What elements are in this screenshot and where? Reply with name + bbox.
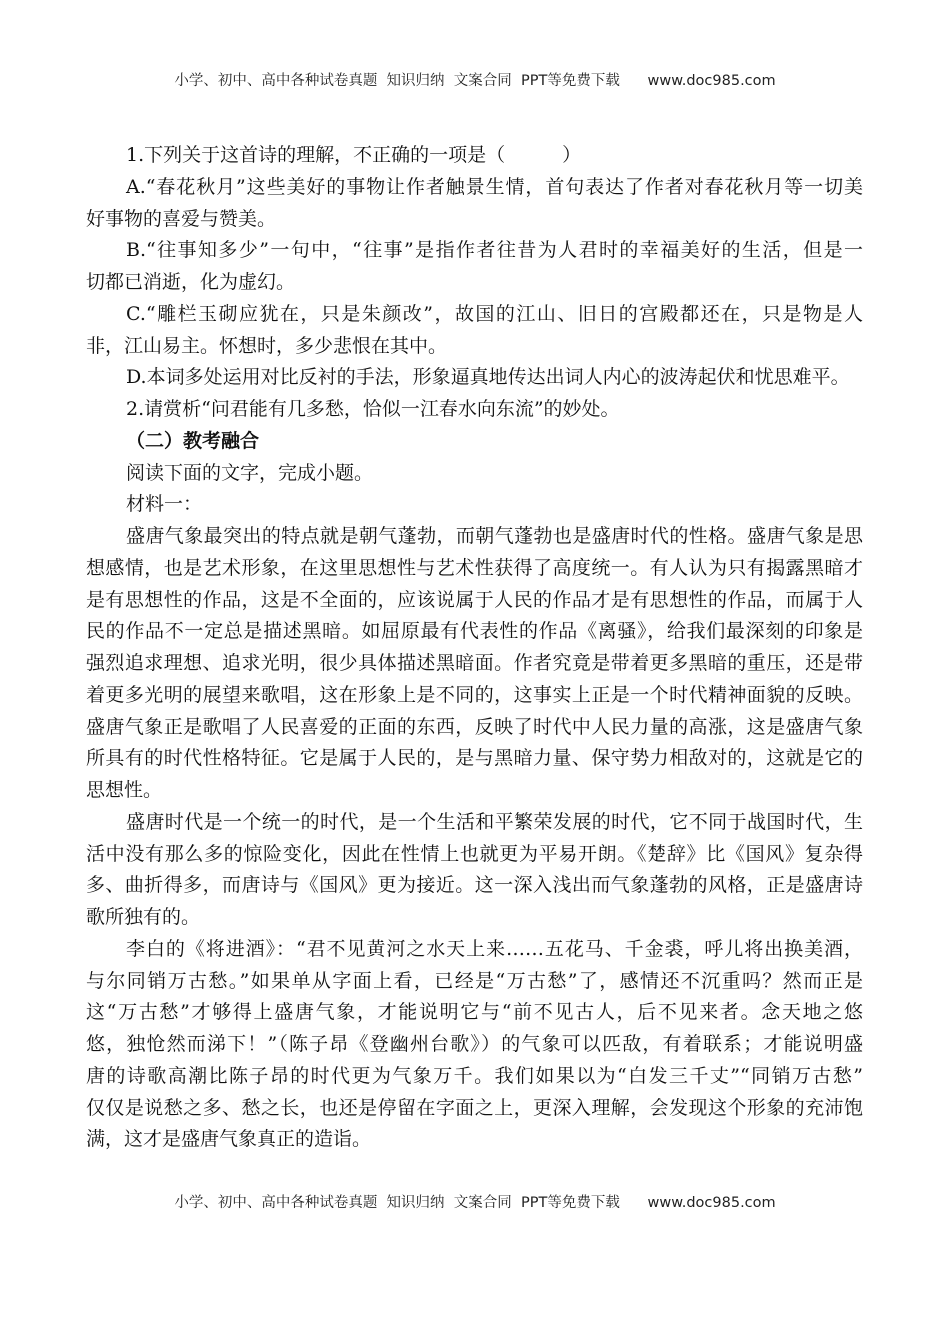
page-footer: 小学、初中、高中各种试卷真题 知识归纳 文案合同 PPT等免费下载 www.doc985.com — [174, 1195, 776, 1211]
text-line: 悠，独怆然而涕下！”（陈子昂《登幽州台歌》）的气象可以匹敌，有着联系；才能说明盛 — [86, 1033, 863, 1055]
text-line: 好事物的喜爱与赞美。 — [86, 207, 277, 230]
text-line: 歌所独有的。 — [86, 906, 201, 928]
text-line: 2.请赏析“问君能有几多愁，恰似一江春水向东流”的妙处。 — [126, 398, 620, 420]
document-body — [86, 140, 863, 1156]
text-line: 所具有的时代性格特征。它是属于人民的，是与黑暗力量、保守势力相敌对的，这就是它的 — [86, 747, 863, 770]
text-line: B.“往事知多少”一句中，“往事”是指作者往昔为人君时的幸福美好的生活，但是一 — [126, 239, 863, 262]
text-line: 满，这才是盛唐气象真正的造诣。 — [86, 1128, 372, 1151]
text-line: 思想性。 — [86, 779, 163, 801]
text-line: 强烈追求理想、追求光明，很少具体描述黑暗面。作者究竟是带着更多黑暗的重压，还是带 — [86, 652, 863, 674]
text-line: 民的作品不一定总是描述黑暗。如屈原最有代表性的作品《离骚》，给我们最深刻的印象是 — [86, 620, 863, 643]
text-line: 多、曲折得多，而唐诗与《国风》更为接近。这一深入浅出而气象蓬勃的风格，正是盛唐诗 — [86, 874, 863, 897]
text-line: 阅读下面的文字，完成小题。 — [126, 461, 374, 484]
text-line: 着更多光明的展望来歌唱，这在形象上是不同的，这事实上正是一个时代精神面貌的反映。 — [86, 683, 863, 706]
section-heading: （二）教考融合 — [126, 429, 260, 452]
text-line: 盛唐气象最突出的特点就是朝气蓬勃，而朝气蓬勃也是盛唐时代的性格。盛唐气象是思 — [126, 525, 863, 547]
text-line: 活中没有那么多的惊险变化，因此在性情上也就更为平易开朗。《楚辞》比《国风》复杂得 — [86, 842, 863, 865]
text-line: 唐的诗歌高潮比陈子昂的时代更为气象万千。我们如果以为“白发三千丈”“同销万古愁” — [86, 1064, 863, 1087]
text-line: 是有思想性的作品，这是不全面的，应该说属于人民的作品才是有思想性的作品，而属于人 — [86, 588, 863, 611]
text-line: 材料一： — [126, 493, 203, 516]
text-line: 盛唐气象正是歌唱了人民喜爱的正面的东西，反映了时代中人民力量的高涨，这是盛唐气象 — [86, 715, 863, 738]
text-line: 与尔同销万古愁。”如果单从字面上看，已经是“万古愁”了，感情还不沉重吗？然而正是 — [86, 969, 863, 992]
text-line: 仅仅是说愁之多、愁之长，也还是停留在字面之上，更深入理解，会发现这个形象的充沛饱 — [86, 1096, 863, 1119]
text-line: 1.下列关于这首诗的理解，不正确的一项是（ ） — [126, 144, 582, 166]
text-line: A.“春花秋月”这些美好的事物让作者触景生情，首句表达了作者对春花秋月等一切美 — [126, 175, 863, 198]
page-header: 小学、初中、高中各种试卷真题 知识归纳 文案合同 PPT等免费下载 www.doc985.com — [174, 73, 776, 89]
text-line: D.本词多处运用对比反衬的手法，形象逼真地传达出词人内心的波涛起伏和忧思难平。 — [126, 366, 850, 389]
text-line: 盛唐时代是一个统一的时代，是一个生活和平繁荣发展的时代，它不同于战国时代，生 — [126, 810, 863, 833]
text-line: C.“雕栏玉砌应犹在，只是朱颜改”，故国的江山、旧日的宫殿都还在，只是物是人 — [126, 302, 863, 325]
text-line: 李白的《将进酒》：“君不见黄河之水天上来……五花马、千金裘，呼儿将出换美酒， — [126, 937, 863, 960]
text-line: 想感情，也是艺术形象，在这里思想性与艺术性获得了高度统一。有人认为只有揭露黑暗才 — [86, 556, 863, 579]
text-line: 切都已消逝，化为虚幻。 — [86, 271, 296, 293]
text-line: 这“万古愁”才够得上盛唐气象，才能说明它与“前不见古人，后不见来者。念天地之悠 — [86, 1001, 863, 1024]
text-line: 非，江山易主。怀想时，多少悲恨在其中。 — [86, 334, 448, 357]
